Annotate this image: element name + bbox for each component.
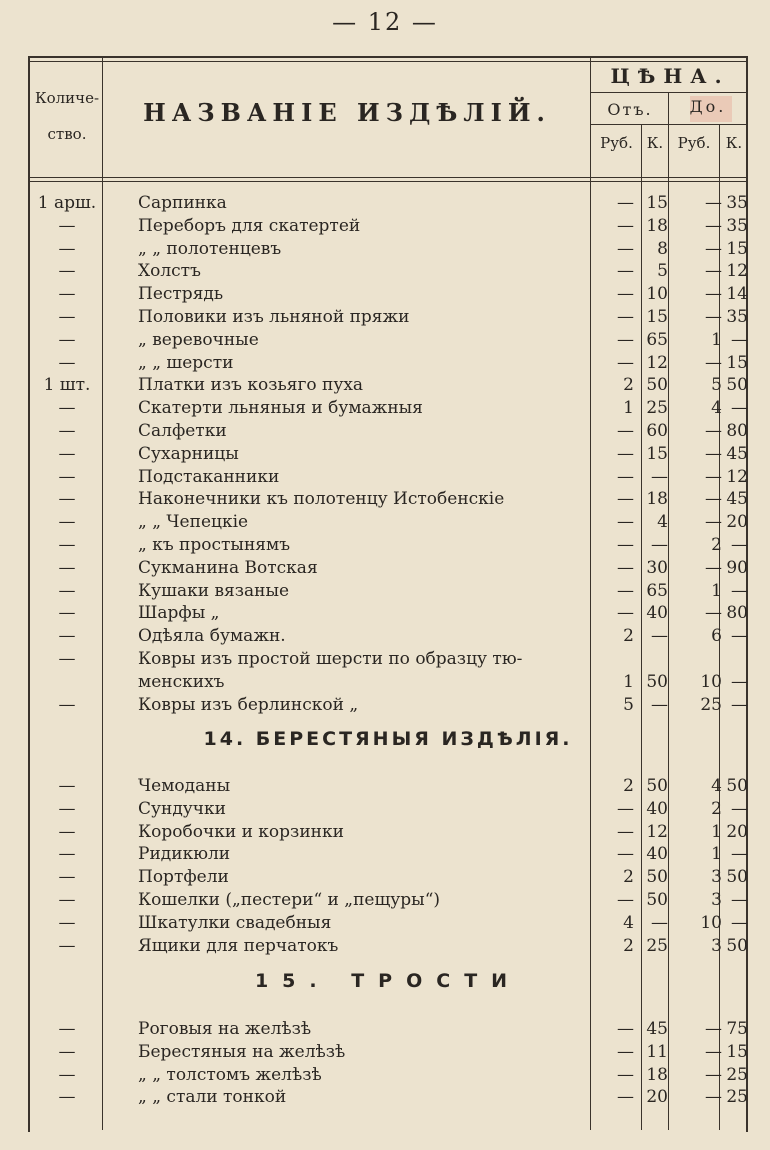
table-row [28,1064,748,1087]
from-kop-cell: 12 [646,352,668,373]
name-cell: „ „ толстомъ желѣзѣ [138,1064,322,1085]
qty-cell: — [58,821,76,842]
from-kop-cell: 40 [646,844,668,865]
from-kop-cell: 10 [646,284,668,305]
from-kop-cell: — [651,694,668,715]
from-rub-cell: — [617,193,634,213]
table-row [28,534,748,557]
to-rub-cell: — [705,352,722,373]
qty-cell: 1 шт. [43,375,91,396]
header-divider-double [28,181,748,182]
from-rub-cell: — [617,284,634,305]
price-header-divider [590,92,748,93]
to-kop-cell: 25 [726,1087,748,1108]
qty-cell: — [58,261,76,282]
from-kop-cell: 50 [646,375,668,396]
from-kop-cell: 18 [646,215,668,236]
from-kop-cell: 50 [646,867,668,888]
table-row [28,511,748,534]
from-rub-cell: — [617,421,634,441]
qty-cell: — [58,694,76,715]
name-cell: Сухарницы [138,443,239,464]
from-kop-cell: 50 [646,776,668,796]
from-kop-cell: 50 [646,890,668,910]
to-rub-cell: — [705,1087,722,1108]
to-kop-cell: 14 [726,284,748,305]
subheader-divider [590,124,748,125]
name-cell: Сундучки [138,798,227,819]
to-rub-cell: 2 [711,798,722,819]
to-kop-cell: 35 [726,215,748,236]
name-cell: Кошелки („пестери“ и „пещуры“) [138,890,441,910]
qty-cell: — [58,844,76,865]
qty-cell: — [58,398,76,419]
from-rub-cell: — [617,215,634,236]
to-kop-cell: 50 [726,867,748,888]
to-kop-cell: — [731,329,748,350]
name-cell: Берестяныя на желѣзѣ [138,1041,346,1062]
qty-cell: — [58,284,76,305]
to-kop-cell: 75 [726,1019,748,1039]
table-row [28,912,748,935]
to-rub-cell: — [705,557,722,578]
to-rub-cell: 4 [711,398,722,419]
from-kop-cell: 65 [646,580,668,601]
table-row [28,625,748,648]
qty-cell: — [58,535,76,555]
name-cell: Коробочки и корзинки [138,821,344,842]
qty-cell: — [58,557,76,578]
from-rub-cell: — [617,1019,634,1039]
to-kop-cell: 50 [726,375,748,396]
to-rub-cell: — [705,1041,722,1062]
to-kop-cell: — [731,626,748,647]
from-kop-cell: 60 [646,421,668,441]
from-header: Отъ. [607,100,653,119]
from-kop-cell: 30 [646,557,668,578]
to-rub-cell: 3 [711,935,722,956]
from-kop-cell: 40 [646,798,668,819]
from-rub-cell: 1 [623,671,634,692]
from-rub-cell: 2 [623,626,634,647]
from-rub-cell: — [617,798,634,819]
name-cell: Сукманина Вотская [138,557,318,578]
name-cell: Переборъ для скатертей [138,215,361,236]
name-cell: Ковры изъ простой шерсти по образцу тю- [138,649,523,669]
name-cell: Салфетки [138,421,227,441]
to-kop-cell: — [731,912,748,933]
from-kop-cell: 65 [646,329,668,350]
qty-cell: — [58,238,76,259]
qty-cell: — [58,329,76,350]
table-row [28,843,748,866]
to-kop-cell: — [731,890,748,910]
page-number: — 12 — [332,8,438,36]
table-row [28,671,748,694]
to-kop-cell: 80 [726,421,748,441]
table-row [28,306,748,329]
to-kop-cell: 20 [726,512,748,533]
table-row [28,557,748,580]
from-rub-cell: 2 [623,867,634,888]
table-frame-double-line [28,61,748,62]
name-header: НАЗВАНІЕ ИЗДѢЛІЙ. [143,98,551,127]
name-cell: Шарфы „ [138,603,220,624]
from-rub-cell: — [617,1041,634,1062]
table-row [28,260,748,283]
from-rub-cell: — [617,844,634,865]
name-cell: Скатерти льняныя и бумажныя [138,398,423,419]
from-kop-cell: 11 [646,1041,668,1062]
qty-cell: — [58,580,76,601]
name-cell: Пестрядь [138,284,224,305]
to-rub-cell: 2 [711,535,722,555]
to-kop-cell: 45 [726,489,748,510]
name-cell: Одѣяла бумажн. [138,626,286,647]
to-kop-cell: 50 [726,935,748,956]
to-rub-cell: 3 [711,890,722,910]
qty-cell: — [58,421,76,441]
from-kop-cell: 40 [646,603,668,624]
from-kop-cell: 4 [657,512,668,533]
from-kop-cell: 25 [646,935,668,956]
from-rub-cell: — [617,821,634,842]
table-row [28,420,748,443]
table-row [28,238,748,261]
table-row [28,215,748,238]
qty-header [32,80,102,152]
table-row [28,1086,748,1109]
name-cell: Чемоданы [138,776,231,796]
table-row [28,602,748,625]
from-kop-cell: 45 [646,1019,668,1039]
qty-cell: — [58,1064,76,1085]
from-kop-cell: 20 [646,1087,668,1108]
from-kop-cell: 15 [646,193,668,213]
from-kop-cell: 8 [657,238,668,259]
from-rub-cell: — [617,443,634,464]
qty-cell: 1 арш. [37,193,97,213]
qty-cell: — [58,626,76,647]
table-row [28,443,748,466]
from-rub-cell: — [617,535,634,555]
table-row [28,283,748,306]
table-row [28,1018,748,1041]
table-row [28,798,748,821]
name-cell: „ веревочные [138,329,259,350]
table-row [28,866,748,889]
qty-cell: — [58,649,76,669]
table-row [28,935,748,958]
table-row [28,397,748,420]
qty-cell: — [58,1041,76,1062]
from-rub-cell: — [617,1087,634,1108]
name-cell: Наконечники къ полотенцу Истобенскіе [138,489,505,510]
qty-cell: — [58,1019,76,1039]
name-cell: менскихъ [138,671,225,692]
to-rub-cell: — [705,261,722,282]
from-kop-cell: — [651,626,668,647]
to-rub-cell: — [705,512,722,533]
table-row [28,488,748,511]
to-kop-cell: 15 [726,238,748,259]
kop2-header: К. [725,134,743,152]
to-rub-cell: 1 [711,821,722,842]
from-rub-cell: — [617,512,634,533]
from-kop-cell: 25 [646,398,668,419]
to-kop-cell: 35 [726,307,748,327]
header-divider [28,177,748,178]
to-rub-cell: 25 [700,694,722,715]
to-rub-cell: 3 [711,867,722,888]
qty-cell: — [58,798,76,819]
table-row [28,580,748,603]
from-rub-cell: 2 [623,776,634,796]
name-cell: Ридикюли [138,844,231,865]
to-kop-cell: 35 [726,193,748,213]
to-rub-cell: — [705,215,722,236]
to-kop-cell: 15 [726,1041,748,1062]
from-rub-cell: 1 [623,398,634,419]
name-cell: „ къ простынямъ [138,535,291,555]
to-kop-cell: — [731,694,748,715]
table-row [28,889,748,912]
section-title: 15. ТРОСТИ [254,970,522,992]
to-rub-cell: — [705,443,722,464]
to-rub-cell: — [705,238,722,259]
to-header: До. [689,97,727,116]
name-cell: Подстаканники [138,466,280,487]
from-kop-cell: 5 [657,261,668,282]
name-cell: Половики изъ льняной пряжи [138,307,410,327]
to-kop-cell: 15 [726,352,748,373]
qty-cell: — [58,1087,76,1108]
from-kop-cell: — [651,535,668,555]
from-rub-cell: 2 [623,375,634,396]
qty-cell: — [58,466,76,487]
to-kop-cell: — [731,798,748,819]
from-rub-cell: — [617,1064,634,1085]
to-rub-cell: 4 [711,776,722,796]
table-row [28,775,748,798]
to-rub-cell: — [705,284,722,305]
name-cell: Роговыя на желѣзѣ [138,1019,312,1039]
from-rub-cell: — [617,238,634,259]
to-rub-cell: 5 [711,375,722,396]
rub2-header: Руб. [677,134,711,152]
kop1-header: К. [646,134,664,152]
from-kop-cell: 15 [646,443,668,464]
name-cell: „ „ Чепецкіе [138,512,249,533]
qty-cell: — [58,352,76,373]
qty-cell: — [58,935,76,956]
to-rub-cell: 1 [711,580,722,601]
to-kop-cell: 50 [726,776,748,796]
from-rub-cell: 4 [623,912,634,933]
from-rub-cell: — [617,890,634,910]
to-rub-cell: 1 [711,329,722,350]
from-kop-cell: 18 [646,1064,668,1085]
name-cell: Шкатулки свадебныя [138,912,332,933]
qty-cell: — [58,489,76,510]
from-rub-cell: 2 [623,935,634,956]
to-kop-cell: 90 [726,557,748,578]
qty-cell: — [58,912,76,933]
from-rub-cell: — [617,603,634,624]
to-rub-cell: — [705,421,722,441]
name-cell: Платки изъ козьяго пуха [138,375,364,396]
from-kop-cell: 50 [646,671,668,692]
to-rub-cell: 10 [700,912,722,933]
from-rub-cell: — [617,466,634,487]
from-kop-cell: — [651,466,668,487]
from-rub-cell: — [617,557,634,578]
to-rub-cell: — [705,466,722,487]
to-kop-cell: — [731,580,748,601]
to-kop-cell: 80 [726,603,748,624]
from-kop-cell: — [651,912,668,933]
to-rub-cell: — [705,1019,722,1039]
qty-header-line2: ство. [47,125,87,143]
table-row [28,374,748,397]
to-rub-cell: — [705,603,722,624]
table-row [28,466,748,489]
qty-cell: — [58,443,76,464]
qty-cell: — [58,215,76,236]
table-row [28,192,748,215]
from-rub-cell: 5 [623,694,634,715]
name-cell: „ „ стали тонкой [138,1087,287,1108]
qty-cell: — [58,307,76,327]
to-kop-cell: — [731,398,748,419]
to-kop-cell: — [731,671,748,692]
rub1-header: Руб. [600,134,633,152]
from-rub-cell: — [617,580,634,601]
to-kop-cell: — [731,535,748,555]
table-row [28,648,748,671]
from-rub-cell: — [617,489,634,510]
section-title: 14. БЕРЕСТЯНЫЯ ИЗДѢЛІЯ. [203,728,573,750]
to-rub-cell: 10 [700,671,722,692]
from-kop-cell: 18 [646,489,668,510]
to-kop-cell: 12 [726,466,748,487]
name-cell: Сарпинка [138,193,227,213]
to-kop-cell: 12 [726,261,748,282]
to-rub-cell: 6 [711,626,722,647]
from-rub-cell: — [617,261,634,282]
to-rub-cell: — [705,489,722,510]
to-rub-cell: — [705,193,722,213]
qty-cell: — [58,890,76,910]
name-cell: „ „ полотенцевъ [138,238,282,259]
to-kop-cell: — [731,844,748,865]
to-kop-cell: 25 [726,1064,748,1085]
to-rub-cell: — [705,1064,722,1085]
qty-header-line1: Количе- [34,89,100,107]
table-row [28,329,748,352]
from-rub-cell: — [617,352,634,373]
to-rub-cell: 1 [711,844,722,865]
to-kop-cell: 45 [726,443,748,464]
from-kop-cell: 12 [646,821,668,842]
to-rub-cell: — [705,307,722,327]
from-kop-cell: 15 [646,307,668,327]
name-cell: Портфели [138,867,229,888]
qty-cell: — [58,776,76,796]
table-row [28,352,748,375]
qty-cell: — [58,603,76,624]
table-row [28,1041,748,1064]
name-cell: Ящики для перчатокъ [138,935,339,956]
table-row [28,821,748,844]
name-cell: Ковры изъ берлинской „ [138,694,359,715]
qty-cell: — [58,867,76,888]
name-cell: „ „ шерсти [138,352,234,373]
name-cell: Холстъ [138,261,201,282]
to-kop-cell: 20 [726,821,748,842]
from-rub-cell: — [617,329,634,350]
qty-cell: — [58,512,76,533]
table-row [28,694,748,717]
name-cell: Кушаки вязаные [138,580,290,601]
price-header: ЦѢНА. [610,64,730,88]
from-rub-cell: — [617,307,634,327]
